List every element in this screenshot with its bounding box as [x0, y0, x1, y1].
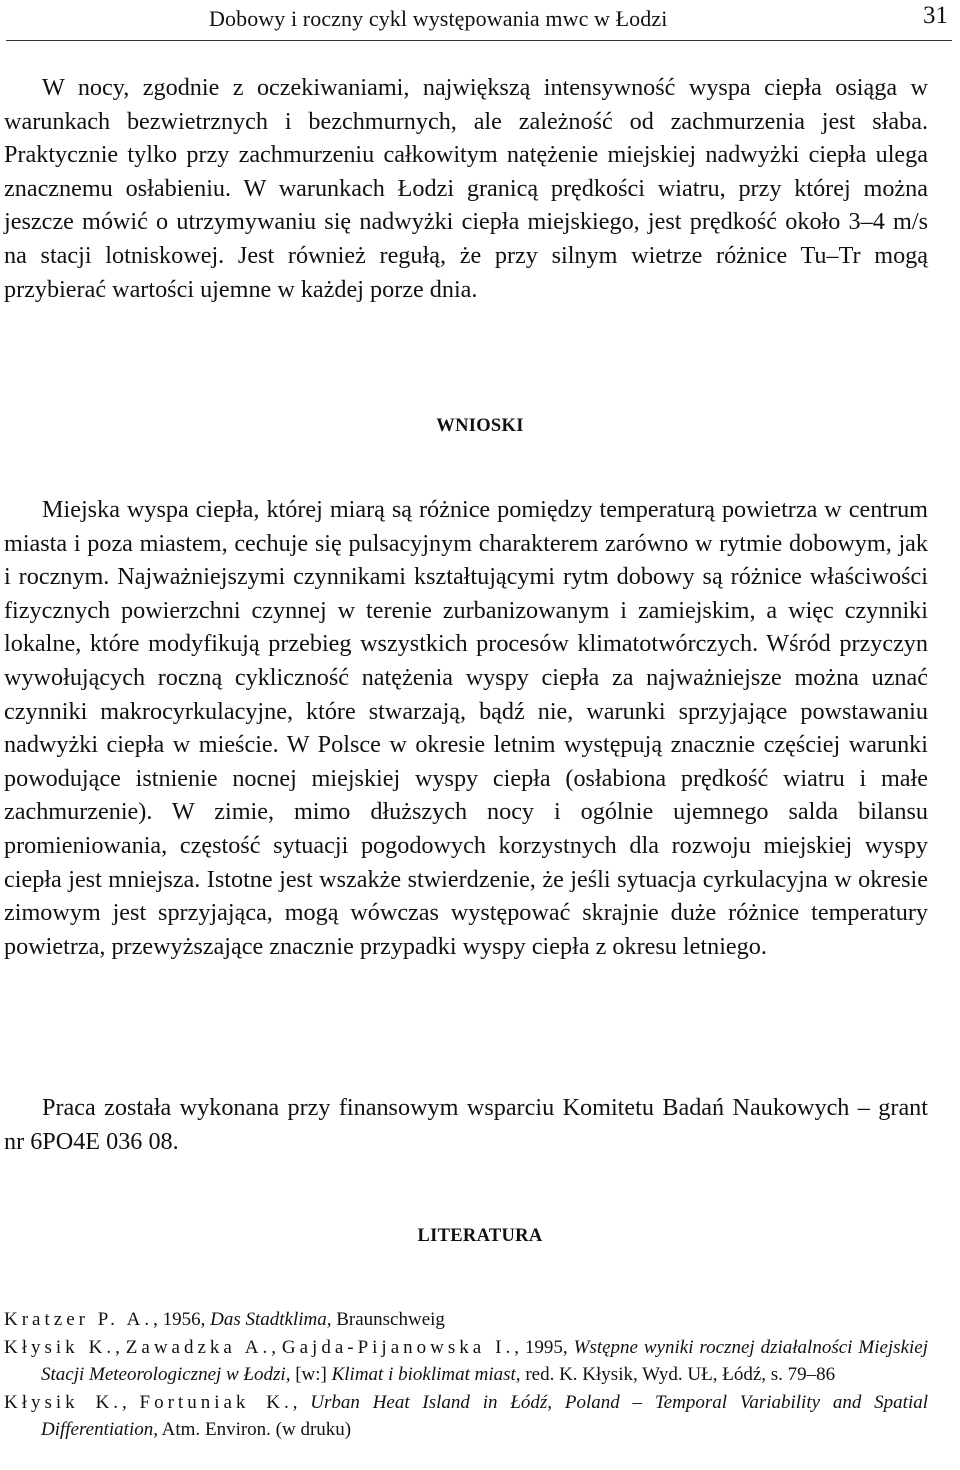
reference-separator: , [115, 1336, 126, 1358]
running-header [6, 0, 952, 41]
reference-authors: Zawadzka A. [125, 1336, 272, 1358]
reference-title: Urban Heat Island in Łódź, Poland – Temporal Variability and Spatial Differentiation, [41, 1391, 928, 1441]
reference-authors: Kłysik K. [4, 1391, 122, 1413]
reference-book-title: Klimat i bioklimat miast, [331, 1364, 521, 1386]
reference-authors: Gajda-Pijanowska I. [281, 1336, 515, 1358]
page-number: 31 [923, 2, 948, 29]
reference-separator: , [121, 1391, 140, 1413]
body-paragraph-2: Miejska wyspa ciepła, której miarą są różnice pomiędzy temperaturą powietrza w centrum miasta i poza miastem, cechuje się pulsacyjnym charakterem zarówno w rytmie dobowym, jak i rocznym. Najważniejszymi czynnikami kształtującymi rytm dobowy są różnice właściwości fizycznych powierzchni czynnej w terenie zurbanizowanym i zamiejskim, a więc czynniki lokalne, które modyfikują przebieg wszystkich procesów klimatotwórczych. Wśród przyczyn wywołujących roczną cykliczność natężenia wyspy ciepła za najważniejsze można uznać czynniki makrocyrkulacyjne, które stwarzają, bądź nie, warunki sprzyjające powstawaniu nadwyżki ciepła w mieście. W Polsce w okresie letnim występują znacznie częściej warunki powodujące istnienie nocnej miejskiej wyspy ciepła (osłabiona prędkość wiatru i małe zachmurzenie). W zimie, mimo dłuższych nocy i ogólnie ujemnego salda bilansu promieniowania, częstość sytuacji pogodowych korzystnych dla rozwoju miejskiej wyspy ciepła jest mniejsza. Istotne jest wszakże stwierdzenie, że jeśli sytuacja cyrkulacyjna w okresie zimowym jest sprzyjająca, mogą wówczas występować skrajnie duże różnice temperatury powietrza, przewyższające znacznie przypadki wyspy ciepła z okresu letniego. [4, 496, 928, 960]
section-heading-wnioski: WNIOSKI [436, 416, 524, 436]
reference-title: Wstępne wyniki rocznej działalności Miejskiej Stacji Meteorologicznej w Łodzi, [41, 1336, 929, 1386]
reference-year: , 1956, [153, 1309, 211, 1330]
reference-in: [w:] [290, 1364, 332, 1386]
reference-authors: Fortuniak K. [139, 1391, 293, 1413]
body-paragraph-1: W nocy, zgodnie z oczekiwaniami, największą intensywność wyspa ciepła osiąga w warunkach bezwietrznych i bezchmurnych, ale zależność od zachmurzenia jest słaba. Praktycznie tylko przy zachmurzeniu całkowitym natężenie miejskiej nadwyżki ciepła ulega znacznemu osłabieniu. W warunkach Łodzi granicą prędkości wiatru, przy której można jeszcze mówić o utrzymywaniu się nadwyżki ciepła miejskiego, jest prędkość około 3–4 m/s na stacji lotniskowej. Jest również regułą, że przy silnym wietrze różnice Tu–Tr mogą przybierać wartości ujemne w każdej porze dnia. [4, 74, 928, 303]
reference-entry [4, 1389, 928, 1444]
reference-details: Braunschweig [331, 1309, 445, 1330]
reference-entry [4, 1306, 928, 1334]
running-title: Dobowy i roczny cykl występowania mwc w Łodzi [209, 6, 668, 31]
reference-year: , [292, 1391, 311, 1413]
section-heading-literatura: LITERATURA [417, 1226, 543, 1246]
reference-details: red. K. Kłysik, Wyd. UŁ, Łódź, s. 79–86 [520, 1364, 836, 1386]
reference-details: Atm. Environ. (w druku) [157, 1419, 352, 1441]
reference-title: Das Stadtklima, [210, 1309, 332, 1330]
reference-authors: Kratzer P. A. [4, 1309, 154, 1330]
funding-acknowledgement: Praca została wykonana przy finansowym wsparciu Komitetu Badań Naukowych – grant nr 6PO4E 036 08. [4, 1094, 928, 1155]
reference-list [4, 1306, 928, 1444]
reference-authors: Kłysik K. [4, 1336, 116, 1358]
reference-separator: , [271, 1336, 282, 1358]
reference-year: , 1995, [514, 1336, 574, 1358]
reference-entry [4, 1334, 928, 1389]
